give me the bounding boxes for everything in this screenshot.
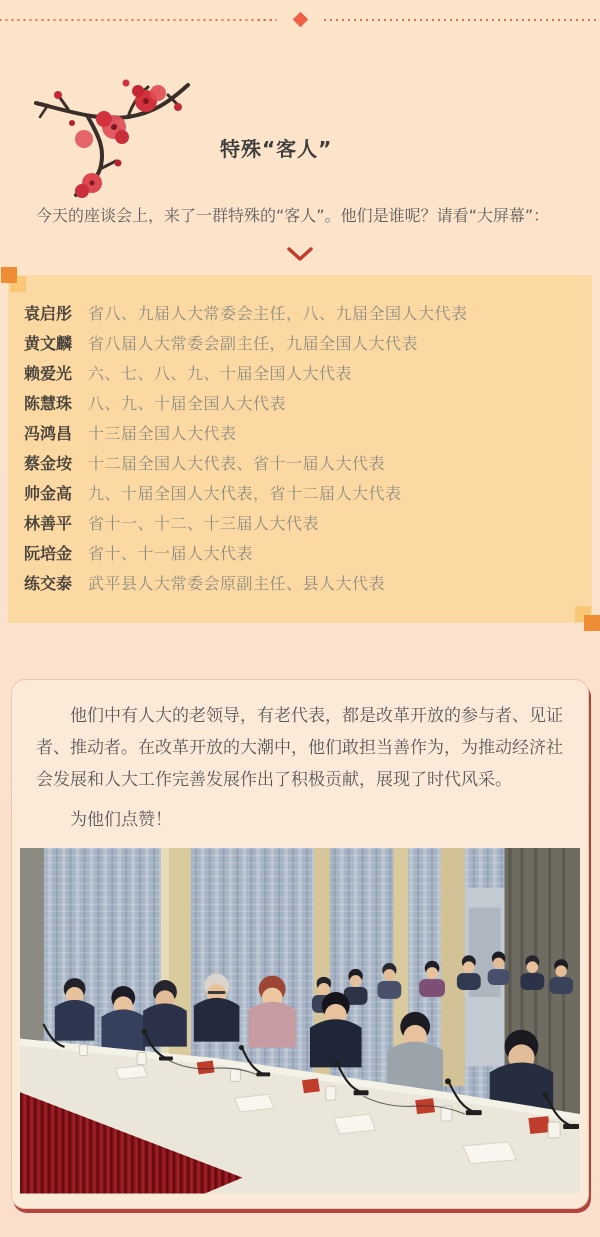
guest-role: 省十、十一届人大代表 [88,544,254,563]
guest-role: 省八、九届人大常委会主任，八、九届全国人大代表 [88,304,468,323]
guest-row [24,571,576,601]
guest-name: 袁启彤 [24,304,73,323]
guest-name: 黄文麟 [24,334,73,353]
guest-name: 林善平 [24,514,73,533]
guest-role: 省八届人大常委会副主任，九届全国人大代表 [88,334,419,353]
guest-row [24,301,576,331]
guest-row [24,331,576,361]
guest-name: 帅金高 [24,484,73,503]
dotted-line-left [0,18,277,21]
guest-row [24,391,576,421]
guest-row [24,421,576,451]
chevron-down-icon [0,247,600,263]
guest-row [24,481,576,511]
plum-blossom-icon [28,65,200,203]
page-title: 特殊“客人” [220,137,333,161]
corner-square-dark-br [584,615,600,631]
guest-role: 十二届全国人大代表、省十一届人大代表 [88,454,386,473]
guest-name: 陈慧珠 [24,394,73,413]
praise-line: 为他们点赞！ [70,810,172,830]
header [0,25,600,203]
intro-text: 今天的座谈会上，来了一群特殊的“客人”。他们是谁呢？请看“大屏幕”： [36,206,550,225]
guest-name: 冯鸿昌 [24,424,73,443]
guest-role: 八、九、十届全国人大代表 [88,394,287,413]
guest-name: 赖爱光 [24,364,73,383]
guest-name: 蔡金垵 [24,454,73,473]
guest-name: 阮培金 [24,544,73,563]
guest-list-card [8,275,592,623]
dotted-line-right [324,18,600,21]
guest-row [24,361,576,391]
guest-row [24,511,576,541]
guest-role: 十三届全国人大代表 [88,424,237,443]
corner-square-dark-tl [1,267,17,283]
summary-card [11,679,589,1209]
guest-row [24,451,576,481]
guest-role: 六、七、八、九、十届全国人大代表 [88,364,353,383]
guest-row [24,541,576,571]
top-divider [0,0,600,25]
guest-name: 练交泰 [24,574,73,593]
meeting-photo [20,848,580,1194]
guest-role: 武平县人大常委会原副主任、县人大代表 [88,574,386,593]
guest-role: 省十一、十二、十三届人大代表 [88,514,320,533]
summary-paragraph: 他们中有人大的老领导，有老代表，都是改革开放的参与者、见证者、推动者。在改革开放的大潮中，他们敢担当善作为，为推动经济社会发展和人大工作完善发展作出了积极贡献，展现了时代风采。 [36,706,563,790]
guest-role: 九、十届全国人大代表，省十二届人大代表 [88,484,402,503]
